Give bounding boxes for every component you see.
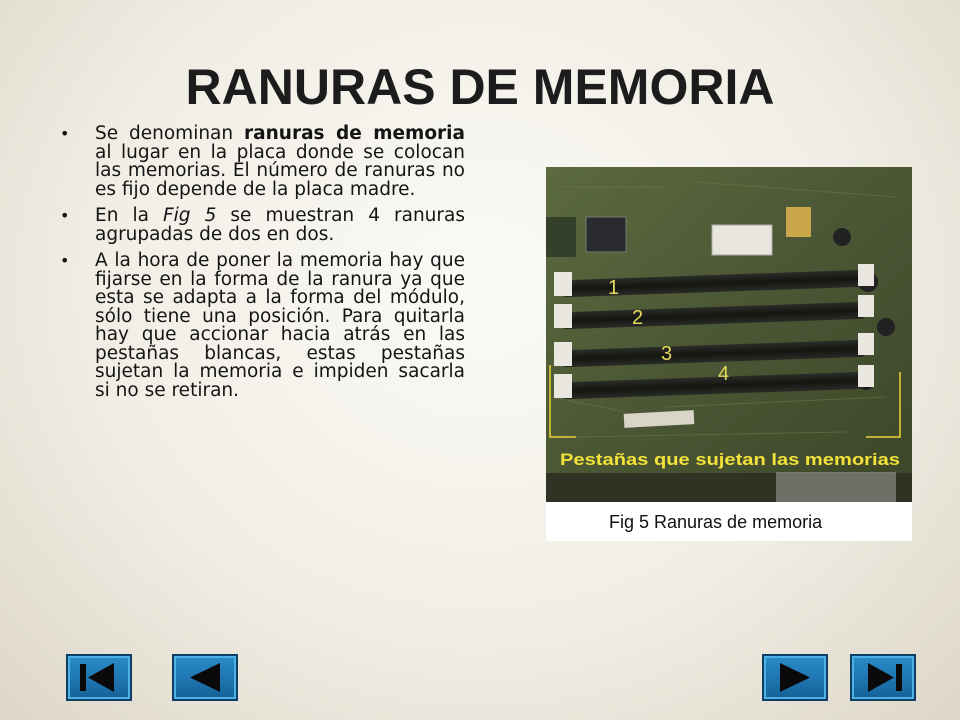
bullet-item bbox=[60, 207, 465, 244]
retention-clip bbox=[554, 342, 572, 366]
next-slide-icon bbox=[762, 654, 828, 701]
bullet-dot: • bbox=[60, 206, 70, 225]
bullet-item bbox=[60, 125, 465, 199]
slide-title: RANURAS DE MEMORIA bbox=[185, 59, 775, 115]
motherboard-image bbox=[546, 167, 912, 541]
first-slide-icon bbox=[66, 654, 132, 701]
clips-overlay-label: Pestañas que sujetan las memorias bbox=[560, 450, 900, 469]
next-slide-button[interactable] bbox=[762, 654, 828, 701]
bullet-text: Se denominan bbox=[95, 123, 244, 144]
bullet-text: En la bbox=[95, 205, 163, 226]
figure-reference: Fig 5 bbox=[163, 205, 217, 226]
retention-clip bbox=[858, 365, 874, 387]
previous-slide-icon bbox=[172, 654, 238, 701]
bullet-text: A la hora de poner la memoria hay que fijarse en la forma de la ranura ya que esta se adapta a la forma del módulo, sólo tiene una posición. Para quitarla hay que accionar hacia atrás en las pestañas blancas, estas pestañas sujetan la memoria e impiden sacarla si no se retiran. bbox=[95, 250, 465, 401]
retention-clip bbox=[858, 295, 874, 317]
bullet-dot: • bbox=[60, 124, 70, 143]
retention-clip bbox=[858, 333, 874, 355]
slot-number: 3 bbox=[661, 343, 673, 365]
slot-number: 4 bbox=[718, 363, 730, 385]
bullet-text: al lugar en la placa donde se colocan las memorias. El número de ranuras no es fijo depende de la placa madre. bbox=[95, 141, 465, 200]
capacitor bbox=[786, 207, 811, 237]
bullet-list bbox=[60, 125, 465, 408]
previous-slide-button[interactable] bbox=[172, 654, 238, 701]
retention-clip bbox=[554, 304, 572, 328]
memory-slots-photo bbox=[546, 167, 912, 541]
last-slide-button[interactable] bbox=[850, 654, 916, 701]
bullet-bold-text: ranuras de memoria bbox=[244, 123, 465, 144]
bullet-text: se muestran 4 ranuras agrupadas de dos en dos. bbox=[95, 205, 465, 245]
first-slide-button[interactable] bbox=[66, 654, 132, 701]
slot-number: 1 bbox=[608, 277, 620, 299]
bullet-dot: • bbox=[60, 251, 70, 270]
retention-clip bbox=[858, 264, 874, 286]
figure-caption: Fig 5 Ranuras de memoria bbox=[609, 512, 823, 532]
power-connector bbox=[712, 225, 772, 255]
retention-clip bbox=[554, 374, 572, 398]
bullet-item bbox=[60, 252, 465, 400]
retention-clip bbox=[554, 272, 572, 296]
last-slide-icon bbox=[850, 654, 916, 701]
slot-number: 2 bbox=[632, 307, 644, 329]
chip bbox=[586, 217, 626, 252]
